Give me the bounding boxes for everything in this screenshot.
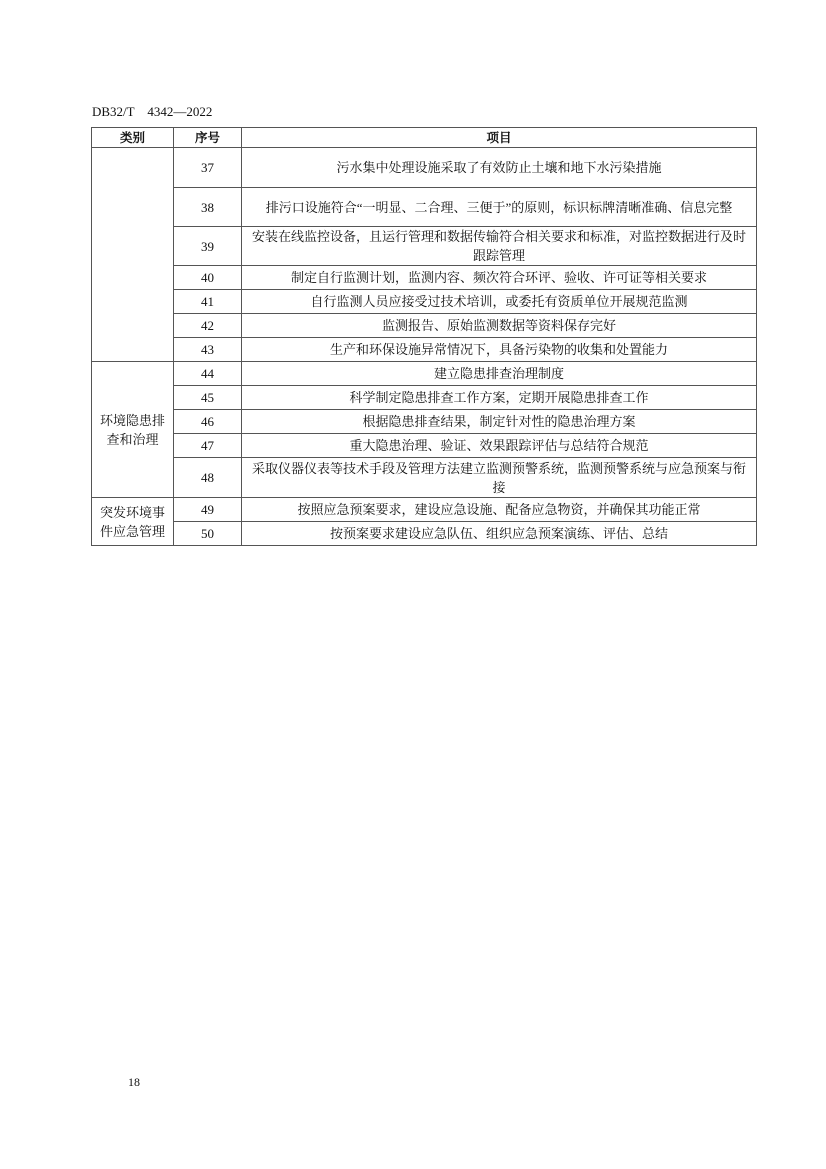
table-row <box>92 338 757 362</box>
column-header-category: 类别 <box>92 128 174 148</box>
row-number: 37 <box>174 148 242 188</box>
category-cell: 环境隐患排查和治理 <box>92 362 174 498</box>
row-item: 按照应急预案要求，建设应急设施、配备应急物资，并确保其功能正常 <box>242 498 757 522</box>
row-number: 42 <box>174 314 242 338</box>
row-item: 自行监测人员应接受过技术培训，或委托有资质单位开展规范监测 <box>242 290 757 314</box>
row-item: 污水集中处理设施采取了有效防止土壤和地下水污染措施 <box>242 148 757 188</box>
column-header-item: 项目 <box>242 128 757 148</box>
table-header-row <box>92 128 757 148</box>
table-row <box>92 266 757 290</box>
row-item: 建立隐患排查治理制度 <box>242 362 757 386</box>
table-row <box>92 314 757 338</box>
row-number: 47 <box>174 434 242 458</box>
category-cell: 突发环境事件应急管理 <box>92 498 174 546</box>
row-item: 采取仪器仪表等技术手段及管理方法建立监测预警系统，监测预警系统与应急预案与衔接 <box>242 458 757 498</box>
row-item: 制定自行监测计划，监测内容、频次符合环评、验收、许可证等相关要求 <box>242 266 757 290</box>
row-item: 重大隐患治理、验证、效果跟踪评估与总结符合规范 <box>242 434 757 458</box>
page-number: 18 <box>128 1075 140 1089</box>
row-number: 38 <box>174 188 242 227</box>
category-cell <box>92 148 174 362</box>
document-header: DB32/T 4342—2022 <box>92 104 213 119</box>
table-row <box>92 434 757 458</box>
row-number: 46 <box>174 410 242 434</box>
table-row <box>92 522 757 546</box>
row-item: 排污口设施符合“一明显、二合理、三便于”的原则，标识标牌清晰准确、信息完整 <box>242 188 757 227</box>
row-number: 41 <box>174 290 242 314</box>
table-row <box>92 386 757 410</box>
row-item: 根据隐患排查结果，制定针对性的隐患治理方案 <box>242 410 757 434</box>
row-number: 40 <box>174 266 242 290</box>
row-number: 48 <box>174 458 242 498</box>
row-number: 44 <box>174 362 242 386</box>
row-number: 43 <box>174 338 242 362</box>
table-row <box>92 362 757 386</box>
row-item: 安装在线监控设备，且运行管理和数据传输符合相关要求和标准，对监控数据进行及时跟踪管理 <box>242 227 757 266</box>
row-number: 39 <box>174 227 242 266</box>
row-item: 生产和环保设施异常情况下，具备污染物的收集和处置能力 <box>242 338 757 362</box>
table-row <box>92 410 757 434</box>
row-item: 科学制定隐患排查工作方案，定期开展隐患排查工作 <box>242 386 757 410</box>
table-row <box>92 148 757 188</box>
table-row <box>92 498 757 522</box>
table-row <box>92 290 757 314</box>
row-item: 监测报告、原始监测数据等资料保存完好 <box>242 314 757 338</box>
column-header-number: 序号 <box>174 128 242 148</box>
table-row <box>92 188 757 227</box>
checklist-table <box>91 127 757 546</box>
row-number: 49 <box>174 498 242 522</box>
table-row <box>92 458 757 498</box>
table-row <box>92 227 757 266</box>
row-item: 按预案要求建设应急队伍、组织应急预案演练、评估、总结 <box>242 522 757 546</box>
row-number: 50 <box>174 522 242 546</box>
row-number: 45 <box>174 386 242 410</box>
